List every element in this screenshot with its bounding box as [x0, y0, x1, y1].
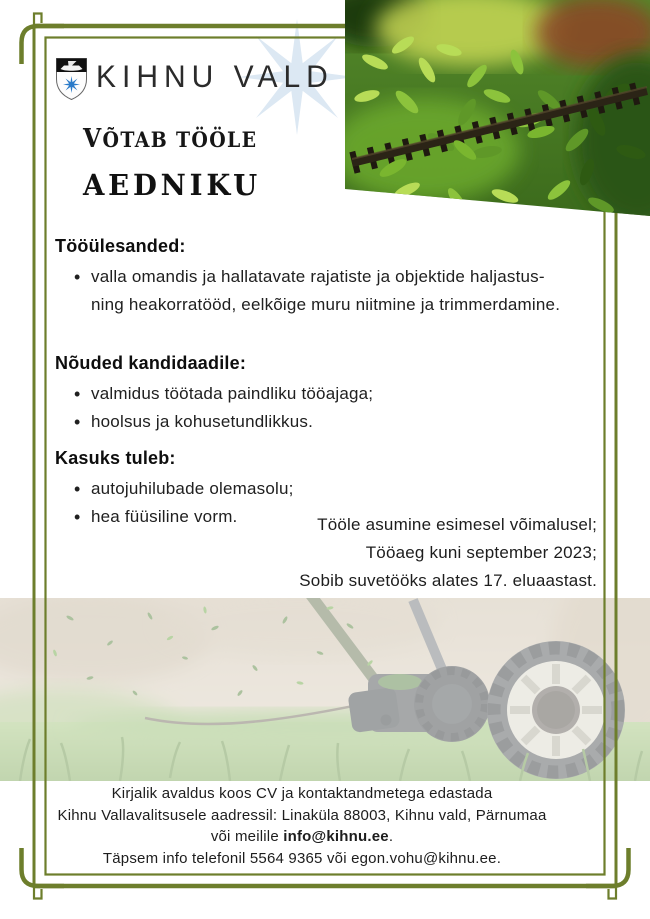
list-item: • valla omandis ja hallatavate rajatiste ja objektide haljastus- ning heakorratööd, eelkõige muru niitmine ja trimmerdamine. — [91, 263, 576, 319]
lawn-mower-photo — [0, 598, 650, 781]
section-requirements — [55, 353, 595, 436]
section-duties-heading: Tööülesanded: — [55, 236, 186, 256]
section-duties-list — [55, 263, 595, 319]
list-item: • valmidus töötada paindliku tööajaga; — [91, 380, 576, 408]
detail-line: Sobib suvetööks alates 17. eluaastast. — [299, 571, 597, 590]
compass-star-icon — [63, 76, 80, 93]
footer-line: Kirjalik avaldus koos CV ja kontaktandmetega edastada — [111, 785, 493, 802]
section-requirements-heading: Nõuded kandidaadile: — [55, 353, 247, 373]
detail-line: Tööle asumine esimesel võimalusel; — [317, 515, 597, 534]
list-item: • autojuhilubade olemasolu; — [91, 475, 576, 503]
org-wordmark: KIHNU VALD — [96, 60, 334, 95]
email-address: info@kihnu.ee — [283, 828, 389, 845]
detail-line: Tööaeg kuni september 2023; — [365, 543, 597, 562]
section-duties — [55, 236, 595, 319]
hedge-trimmer-photo — [345, 0, 650, 216]
section-advantages-heading: Kasuks tuleb: — [55, 448, 176, 468]
kihnu-coat-of-arms-logo — [55, 57, 88, 101]
footer-line: Täpsem info telefonil 5564 9365 või egon.vohu@kihnu.ee. — [102, 849, 502, 867]
subtitle: VÕTAB TÖÖLE — [83, 124, 258, 154]
employment-details — [299, 511, 597, 595]
boat-icon — [61, 66, 83, 71]
footer-text: . — [388, 828, 394, 845]
job-title: AEDNIKU — [83, 168, 261, 202]
list-item: • hea füüsiline vorm. — [91, 503, 576, 531]
footer-contact — [32, 783, 572, 869]
list-item: • hoolsus ja kohusetundlikkus. — [91, 408, 576, 436]
footer-line: Kihnu Vallavalitsusele aadressil: Linaküla 88003, Kihnu vald, Pärnumaa — [57, 806, 547, 824]
footer-text: või meilile — [210, 828, 284, 845]
footer-line — [32, 826, 572, 848]
section-requirements-list — [55, 380, 595, 436]
